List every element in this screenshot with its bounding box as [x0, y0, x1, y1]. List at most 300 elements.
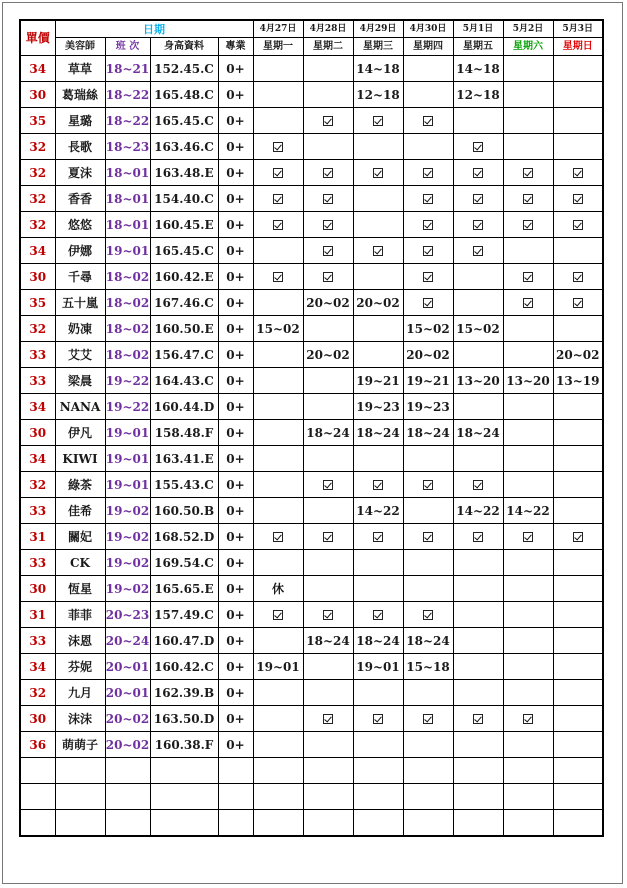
shift-cell: 18~21 [105, 56, 150, 82]
shift-cell: 18~02 [105, 342, 150, 368]
checkbox-checked-icon [573, 168, 583, 178]
table-row [20, 550, 603, 576]
empty-cell [453, 784, 503, 810]
day-cell [553, 394, 603, 420]
pro-cell: 0+ [218, 212, 253, 238]
empty-cell [20, 810, 55, 837]
day-cell [353, 134, 403, 160]
checkbox-checked-icon [323, 116, 333, 126]
checkbox-checked-icon [573, 220, 583, 230]
day-cell [303, 446, 353, 472]
stylist-name-cell: 恆星 [55, 576, 105, 602]
day-cell: 19~01 [353, 654, 403, 680]
checkbox-cell [453, 472, 503, 498]
stats-cell: 160.38.F [150, 732, 218, 758]
day-cell [303, 82, 353, 108]
day-cell: 18~24 [403, 628, 453, 654]
pro-cell: 0+ [218, 524, 253, 550]
checkbox-checked-icon [473, 532, 483, 542]
checkbox-checked-icon [423, 246, 433, 256]
day-cell [553, 82, 603, 108]
checkbox-cell [453, 524, 503, 550]
day-cell: 14~22 [453, 498, 503, 524]
day-cell [253, 238, 303, 264]
stylist-name-cell: 菲菲 [55, 602, 105, 628]
day-cell [253, 420, 303, 446]
stylist-name-cell: 沫沫 [55, 706, 105, 732]
empty-cell [303, 784, 353, 810]
stats-cell: 160.47.D [150, 628, 218, 654]
checkbox-cell [553, 212, 603, 238]
checkbox-checked-icon [473, 194, 483, 204]
shift-cell: 18~01 [105, 212, 150, 238]
checkbox-cell [403, 524, 453, 550]
shift-cell: 19~02 [105, 576, 150, 602]
day-cell [253, 498, 303, 524]
stats-cell: 152.45.C [150, 56, 218, 82]
day-cell [453, 108, 503, 134]
table-row [20, 420, 603, 446]
table-row [20, 498, 603, 524]
date-header: 日期 [55, 20, 253, 38]
checkbox-checked-icon [423, 168, 433, 178]
day-cell [503, 238, 553, 264]
stylist-name-cell: 悠悠 [55, 212, 105, 238]
checkbox-cell [553, 186, 603, 212]
day-cell [303, 654, 353, 680]
empty-cell [55, 810, 105, 837]
table-row [20, 342, 603, 368]
checkbox-checked-icon [473, 480, 483, 490]
checkbox-cell [503, 160, 553, 186]
price-header: 單價 [20, 20, 55, 56]
day-cell [453, 264, 503, 290]
day-cell: 19~21 [353, 368, 403, 394]
checkbox-cell [253, 524, 303, 550]
shift-cell: 19~01 [105, 472, 150, 498]
stylist-name-cell: 星璐 [55, 108, 105, 134]
day-cell [253, 368, 303, 394]
stylist-name-cell: NANA [55, 394, 105, 420]
empty-cell [403, 784, 453, 810]
table-row [20, 524, 603, 550]
empty-cell [553, 810, 603, 837]
stylist-name-cell: 奶凍 [55, 316, 105, 342]
checkbox-cell [403, 186, 453, 212]
pro-cell: 0+ [218, 602, 253, 628]
day-cell: 15~18 [403, 654, 453, 680]
checkbox-cell [453, 238, 503, 264]
day-cell [553, 56, 603, 82]
checkbox-cell [353, 706, 403, 732]
stylist-name-cell: 草草 [55, 56, 105, 82]
day-cell [403, 134, 453, 160]
shift-cell: 19~01 [105, 238, 150, 264]
stylist-name-cell: CK [55, 550, 105, 576]
table-row [20, 238, 603, 264]
checkbox-checked-icon [573, 194, 583, 204]
day-cell [403, 732, 453, 758]
checkbox-cell [403, 212, 453, 238]
day-cell [453, 550, 503, 576]
pro-cell: 0+ [218, 56, 253, 82]
checkbox-checked-icon [373, 714, 383, 724]
day-cell: 13~20 [503, 368, 553, 394]
day-cell [503, 550, 553, 576]
table-row [20, 108, 603, 134]
table-row [20, 706, 603, 732]
price-cell: 32 [20, 186, 55, 212]
empty-cell [353, 810, 403, 837]
day-cell [253, 472, 303, 498]
checkbox-checked-icon [323, 220, 333, 230]
checkbox-checked-icon [323, 714, 333, 724]
checkbox-cell [403, 108, 453, 134]
empty-cell [150, 784, 218, 810]
day-cell: 20~02 [553, 342, 603, 368]
price-cell: 33 [20, 550, 55, 576]
price-cell: 33 [20, 628, 55, 654]
checkbox-checked-icon [523, 272, 533, 282]
day-cell [353, 316, 403, 342]
date-header-cell: 4月30日 [403, 20, 453, 38]
stylist-name-cell: 九月 [55, 680, 105, 706]
checkbox-cell [253, 134, 303, 160]
day-cell [253, 680, 303, 706]
checkbox-checked-icon [523, 168, 533, 178]
price-cell: 35 [20, 108, 55, 134]
checkbox-cell [253, 602, 303, 628]
day-cell [503, 108, 553, 134]
day-cell [303, 316, 353, 342]
checkbox-cell [403, 160, 453, 186]
shift-cell: 20~01 [105, 654, 150, 680]
table-row [20, 732, 603, 758]
shift-header: 班 次 [105, 38, 150, 56]
checkbox-cell [303, 264, 353, 290]
empty-row [20, 758, 603, 784]
pro-cell: 0+ [218, 446, 253, 472]
day-cell [553, 446, 603, 472]
price-cell: 30 [20, 576, 55, 602]
day-cell [353, 576, 403, 602]
stylist-name-cell: 千尋 [55, 264, 105, 290]
day-cell: 13~20 [453, 368, 503, 394]
empty-cell [503, 810, 553, 837]
day-cell [403, 576, 453, 602]
checkbox-cell [503, 212, 553, 238]
empty-cell [403, 810, 453, 837]
day-cell [553, 550, 603, 576]
day-cell [553, 602, 603, 628]
pro-cell: 0+ [218, 290, 253, 316]
checkbox-cell [453, 134, 503, 160]
empty-cell [253, 784, 303, 810]
pro-cell: 0+ [218, 160, 253, 186]
day-cell [503, 420, 553, 446]
day-cell [253, 628, 303, 654]
checkbox-cell [303, 160, 353, 186]
table-row [20, 576, 603, 602]
day-cell [503, 56, 553, 82]
shift-cell: 20~24 [105, 628, 150, 654]
day-cell [553, 706, 603, 732]
day-cell [453, 732, 503, 758]
checkbox-checked-icon [473, 246, 483, 256]
price-cell: 34 [20, 56, 55, 82]
checkbox-checked-icon [473, 142, 483, 152]
stylist-name-cell: 香香 [55, 186, 105, 212]
checkbox-checked-icon [273, 142, 283, 152]
price-cell: 32 [20, 680, 55, 706]
day-cell [503, 602, 553, 628]
empty-cell [218, 810, 253, 837]
table-row [20, 186, 603, 212]
day-cell: 18~24 [453, 420, 503, 446]
checkbox-cell [453, 706, 503, 732]
price-cell: 33 [20, 498, 55, 524]
day-cell [503, 82, 553, 108]
checkbox-checked-icon [423, 116, 433, 126]
day-cell [503, 316, 553, 342]
price-cell: 31 [20, 524, 55, 550]
empty-cell [553, 758, 603, 784]
day-cell [403, 56, 453, 82]
day-cell [253, 550, 303, 576]
stylist-name-cell: 芬妮 [55, 654, 105, 680]
price-cell: 32 [20, 212, 55, 238]
day-cell [303, 550, 353, 576]
checkbox-checked-icon [423, 272, 433, 282]
checkbox-cell [553, 160, 603, 186]
day-cell [253, 706, 303, 732]
day-cell [453, 342, 503, 368]
checkbox-checked-icon [473, 714, 483, 724]
table-row [20, 368, 603, 394]
checkbox-checked-icon [273, 610, 283, 620]
day-cell [503, 446, 553, 472]
pro-cell: 0+ [218, 628, 253, 654]
stylist-name-cell: 長歌 [55, 134, 105, 160]
day-cell: 20~02 [303, 290, 353, 316]
weekday-header-cell: 星期一 [253, 38, 303, 56]
table-row [20, 212, 603, 238]
checkbox-checked-icon [423, 714, 433, 724]
empty-cell [55, 758, 105, 784]
checkbox-cell [403, 706, 453, 732]
day-cell [353, 264, 403, 290]
shift-cell: 19~02 [105, 498, 150, 524]
stats-cell: 160.42.E [150, 264, 218, 290]
checkbox-checked-icon [373, 168, 383, 178]
checkbox-cell [353, 238, 403, 264]
day-cell [453, 446, 503, 472]
stylist-name-cell: 伊娜 [55, 238, 105, 264]
weekday-header-cell: 星期四 [403, 38, 453, 56]
header-row-dates [20, 20, 603, 38]
day-cell: 12~18 [353, 82, 403, 108]
empty-row [20, 810, 603, 837]
day-cell [453, 290, 503, 316]
date-header-cell: 5月1日 [453, 20, 503, 38]
checkbox-checked-icon [473, 168, 483, 178]
day-cell [453, 576, 503, 602]
price-cell: 35 [20, 290, 55, 316]
empty-cell [353, 784, 403, 810]
checkbox-cell [353, 524, 403, 550]
day-cell: 20~02 [353, 290, 403, 316]
checkbox-checked-icon [573, 532, 583, 542]
checkbox-checked-icon [323, 480, 333, 490]
checkbox-checked-icon [423, 194, 433, 204]
day-cell [253, 342, 303, 368]
empty-cell [403, 758, 453, 784]
day-cell: 14~22 [503, 498, 553, 524]
checkbox-checked-icon [373, 532, 383, 542]
day-cell [553, 680, 603, 706]
weekday-header-cell: 星期日 [553, 38, 603, 56]
day-cell [253, 290, 303, 316]
checkbox-cell [403, 472, 453, 498]
pro-cell: 0+ [218, 264, 253, 290]
pro-cell: 0+ [218, 680, 253, 706]
empty-cell [150, 758, 218, 784]
empty-cell [303, 758, 353, 784]
checkbox-checked-icon [373, 610, 383, 620]
day-cell [353, 680, 403, 706]
day-cell: 18~24 [303, 420, 353, 446]
empty-cell [20, 758, 55, 784]
checkbox-cell [553, 290, 603, 316]
stylist-name-cell: 夏沫 [55, 160, 105, 186]
checkbox-checked-icon [273, 194, 283, 204]
checkbox-cell [453, 186, 503, 212]
shift-cell: 19~22 [105, 368, 150, 394]
day-cell: 19~23 [403, 394, 453, 420]
pro-cell: 0+ [218, 108, 253, 134]
empty-cell [20, 784, 55, 810]
day-cell [253, 82, 303, 108]
date-header-cell: 4月29日 [353, 20, 403, 38]
table-row [20, 264, 603, 290]
price-cell: 30 [20, 264, 55, 290]
checkbox-checked-icon [523, 194, 533, 204]
day-cell [353, 732, 403, 758]
empty-cell [253, 758, 303, 784]
shift-cell: 20~02 [105, 732, 150, 758]
shift-cell: 18~02 [105, 290, 150, 316]
checkbox-checked-icon [273, 220, 283, 230]
table-row [20, 394, 603, 420]
table-row [20, 56, 603, 82]
day-cell: 19~21 [403, 368, 453, 394]
table-row [20, 134, 603, 160]
checkbox-cell [353, 602, 403, 628]
checkbox-checked-icon [273, 532, 283, 542]
pro-cell: 0+ [218, 342, 253, 368]
checkbox-cell [553, 524, 603, 550]
stats-cell: 163.50.D [150, 706, 218, 732]
checkbox-cell [303, 472, 353, 498]
price-cell: 33 [20, 368, 55, 394]
day-cell [403, 82, 453, 108]
checkbox-cell [253, 186, 303, 212]
checkbox-cell [553, 264, 603, 290]
shift-cell: 20~01 [105, 680, 150, 706]
stats-cell: 160.42.C [150, 654, 218, 680]
day-cell [553, 628, 603, 654]
empty-cell [353, 758, 403, 784]
stylist-name-cell: 萌萌子 [55, 732, 105, 758]
pro-cell: 0+ [218, 238, 253, 264]
day-cell [503, 342, 553, 368]
price-cell: 30 [20, 82, 55, 108]
pro-cell: 0+ [218, 706, 253, 732]
checkbox-cell [253, 212, 303, 238]
checkbox-cell [303, 212, 353, 238]
day-cell [253, 56, 303, 82]
stats-cell: 165.65.E [150, 576, 218, 602]
checkbox-cell [403, 602, 453, 628]
day-cell [403, 550, 453, 576]
checkbox-cell [503, 706, 553, 732]
stats-cell: 155.43.C [150, 472, 218, 498]
table-row [20, 602, 603, 628]
day-cell: 14~18 [453, 56, 503, 82]
day-cell [403, 680, 453, 706]
day-cell [403, 498, 453, 524]
pro-cell: 0+ [218, 394, 253, 420]
stylist-name-cell: 伊凡 [55, 420, 105, 446]
price-cell: 32 [20, 472, 55, 498]
pro-cell: 0+ [218, 134, 253, 160]
checkbox-checked-icon [523, 532, 533, 542]
stats-cell: 168.52.D [150, 524, 218, 550]
checkbox-cell [503, 264, 553, 290]
checkbox-cell [253, 264, 303, 290]
shift-cell: 18~22 [105, 108, 150, 134]
price-cell: 34 [20, 654, 55, 680]
pro-cell: 0+ [218, 186, 253, 212]
empty-cell [503, 784, 553, 810]
day-cell: 15~02 [453, 316, 503, 342]
checkbox-cell [303, 524, 353, 550]
stats-cell: 162.39.B [150, 680, 218, 706]
pro-cell: 0+ [218, 82, 253, 108]
day-cell [453, 394, 503, 420]
checkbox-cell [503, 524, 553, 550]
stats-cell: 158.48.F [150, 420, 218, 446]
day-cell [553, 498, 603, 524]
checkbox-checked-icon [473, 220, 483, 230]
day-cell [503, 394, 553, 420]
price-cell: 33 [20, 342, 55, 368]
stylist-name-cell: 關妃 [55, 524, 105, 550]
pro-cell: 0+ [218, 316, 253, 342]
day-cell [553, 420, 603, 446]
stylist-name-cell: 艾艾 [55, 342, 105, 368]
stats-cell: 163.48.E [150, 160, 218, 186]
stylist-name-cell: 綠茶 [55, 472, 105, 498]
price-cell: 32 [20, 134, 55, 160]
stats-cell: 163.41.E [150, 446, 218, 472]
checkbox-checked-icon [423, 220, 433, 230]
table-row [20, 472, 603, 498]
checkbox-checked-icon [323, 272, 333, 282]
day-cell [553, 108, 603, 134]
checkbox-checked-icon [273, 168, 283, 178]
checkbox-cell [303, 186, 353, 212]
